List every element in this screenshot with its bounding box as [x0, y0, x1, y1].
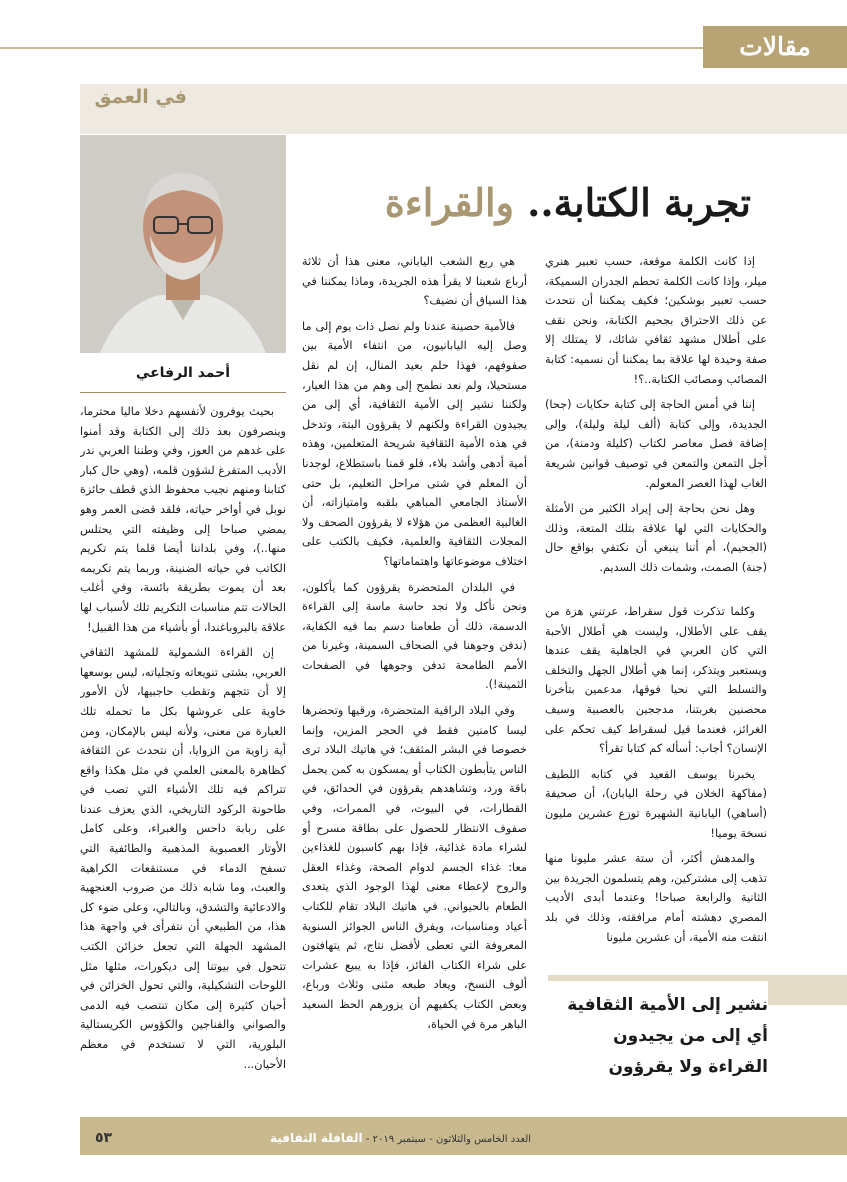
pull-quote-rule	[548, 975, 768, 981]
footer-issue-text: العدد الخامس والثلاثون - سبتمبر ٢٠١٩ -	[365, 1134, 532, 1145]
author-portrait-icon	[80, 135, 286, 353]
paragraph: هي ربع الشعب الياباني، معنى هذا أن ثلاثة أرباع شعبنا لا يقرأ هذه الجريدة، وماذا يمكننا في هذا السياق أن نضيف؟	[302, 255, 527, 308]
title-part-1: تجربة الكتابة..	[527, 180, 751, 225]
paragraph: بحيث يوفرون لأنفسهم دخلا ماليا محترما، وينصرفون بعد ذلك إلى الكتابة وقد أمنوا على غدهم من العوز، وفي وطننا العربي ندر الأديب المتفرغ لشؤون قلمه، (وهي حال كبار كتابنا ومنهم نجيب محفوظ الذي قطف جائزة نوبل في أواخر حياته، فلقد قضى العمر وهو يمضي صباحا إلى وظيفته التي يحتلس منها..)، وفي بلداننا أيضا قلما يتم تكريم الكاتب في حياته الضنينة، وربما يتم تكريمه بعد أن يموت بطريقة بائسة، وفي أغلب الحالات تتم مناسبات التكريم تلك لأسباب لها علاقة بالبروباغندا، أو بأشياء من هذا القبيل!	[80, 405, 286, 634]
author-rule	[80, 392, 286, 393]
pull-quote-accent	[768, 975, 847, 1005]
paragraph: والمدهش أكثر، أن ستة عشر مليونا منها تذهب إلى مشتركين، وهم يتسلمون الجريدة بين الثانية والرابعة صباحا! وعندما أبدى الأديب المصري دهشته أمام مرافقته، وذلك في بلد انتقت منه الأمية، أن عشرين مليونا	[545, 852, 767, 944]
title-part-2: والقراءة	[384, 180, 528, 225]
footer-issue	[270, 1119, 531, 1159]
author-name: أحمد الرفاعي	[135, 365, 231, 381]
paragraph: إذا كانت الكلمة موقعة، حسب تعبير هنري ميلر، وإذا كانت الكلمة تحطم الجدران السميكة، حسب تعبير بوشكين؛ فكيف يمكننا أن نتحدث عن ذلك الاحتراق بجحيم الكتابة، ونحن نقف على أطلال مشهد ثقافي شائك، لا يمتلك إلا صفة وحيدة لها علاقة بما يمكننا أن نسميه: كتابة المصائب ومصائب الكتابة..؟!	[545, 255, 767, 386]
column-middle	[302, 252, 527, 1082]
paragraph: إننا في أمس الحاجة إلى كتابة حكايات (جحا) الجديدة، وإلى كتابة (ألف ليلة وليلة)، وإلى إضافة فصل معاصر لكتاب (كليلة ودمنة)، من أجل التمعن والتمعن في توصيف قوانين شريعة الغاب لهذا العصر المعولم.	[545, 398, 767, 490]
author-photo	[80, 135, 286, 353]
section-tab: مقالات	[703, 26, 847, 68]
header-rule	[0, 47, 703, 49]
column-left	[80, 402, 286, 1082]
paragraph: وفي البلاد الراقية المتحضرة، ورقيها وتحضرها ليسا كامنين فقط في الحجر المزين، وإنما خصوصا في البشر المثقف؛ في هاتيك البلاد ترى الناس يتأبطون الكتاب أو يمسكون به كمن يحمل باقة ورد، وتشاهدهم يقرؤون في الحدائق، في القطارات، في البيوت، في الممرات، وفي صفوف الانتظار للحصول على بطاقة مسرح أو لشراء مادة غذائية، فإذا بهم كاسبون للغذاءين معا: غذاء الجسم لدوام الصحة، وغذاء العقل والروح لإعطاء معنى لهذا الوجود الذي يتعدى الطعام بالحيواني. في هاتيك البلاد تقام للكتاب أعياد ومناسبات، ويفرق الناس الجوائز السنوية المعروفة التي تعطى لأفضل نتاج، ثم يتهافتون على شراء الكتاب الفائز، فإذا به يبيع عشرات ألوف النسخ، ويعاد طبعه مثنى وثلاث ورباع، وبعض الكتاب يكفيهم أن يزورهم الحظ السعيد الباهر مرة في الحياة،	[302, 704, 527, 1031]
column-band	[80, 84, 847, 134]
paragraph: فالأمية حصينة عندنا ولم نصل ذات يوم إلى ما وصل إليه اليابانيون، من انتفاء الأمية بين صفوفهم، فهذا حلم بعيد المنال، إن لم نقل مستحيلا، ولم نعد نطمح إلى وهم من هذا العيار، ولكننا نشير إلى الأمية الثقافية، أي إلى من يجيدون القراءة ولكنهم لا يقرؤون البتة، وتدخل في هذه الأمية الثقافية شريحة المتعلمين، وهذه أمية أدهى وأشد بلاء، فلو قمنا باستطلاع، لوجدنا أن المعلم في شتى مراحل التعليم، بل حتى الأستاذ الجامعي المباهي بلقبه وامتيازاته، أن الغالبية العظمى من هؤلاء لا يقرؤون الصحف ولا المجلات الثقافية والعلمية، فكيف بالكتب على اختلاف موضوعاتها واهتماماتها؟	[302, 319, 527, 568]
paragraph: وهل نحن بحاجة إلى إيراد الكثير من الأمثلة والحكايات التي لها علاقة بتلك المتعة، وذلك (الجحيم)، أم أننا ينبغي أن نكتفي بواقع حال (جنة) الصمت، وشمات ذلك السديم.	[545, 502, 767, 574]
article-title	[385, 180, 751, 225]
column-label: في العمق	[94, 86, 187, 108]
column-right-lower	[545, 602, 767, 962]
page-number: ٥٣	[95, 1130, 113, 1146]
paragraph: في البلدان المتحضرة يقرؤون كما يأكلون، ونحن نأكل ولا نجد حاسة ماسة إلى القراءة الدسمة، ذلك أن طعامنا دسم بما فيه الكفاية، (ندفن وجوهنا في الصحاف السمينة، وغيرنا من الأمم الطامحة تدفن وجوهها في الصفحات الثمينة!).	[302, 580, 527, 692]
paragraph: إن القراءة الشمولية للمشهد الثقافي العربي، بشتى تنويعاته وتجلياته، ليس بوسعها إلا أن تتجهم وتقطب حاجبيها، لأن الأمور خاوية على عروشها بكل ما تحمله تلك العبارة من معنى، ولأنه ليس بالإمكان، ومن أية زاوية من الزوايا، أن نتحدث عن الثقافة كظاهرة بالمعنى العلمي في مثل هكذا واقع تتراكم فيه تلك الأشياء التي تصب في طاحونة الركود التاريخي، الذي يعزف عندنا على ربابة داحس والغبراء، وعلى كامل الأوتار العصبوية المذهبية والطائفية التي تسفح الدماء في مستنقعات الكراهية والعبث، وما شابه ذلك من ضروب العنجهية والادعائية والتشدق، وبالتالي، وعلى ضوء كل هذا، من الطبيعي أن نتفرأى في واجهة هذا المشهد الجهلة التي تجعل خزائن الكتب تتحول في بيوتنا إلى ديكورات، مثلها مثل اللوحات التشكيلية، والتي تحول الخزائن في أحيان كثيرة إلى مكان تنتصب فيه الدمى والصواني والفناجين والكؤوس الكريستالية البلورية، التي لا تستخدم في معظم الأحيان...	[80, 646, 286, 1071]
footer-brand: القافلة الثقافية	[270, 1131, 363, 1145]
pull-quote: نشير إلى الأمية الثقافية أي إلى من يجيدون القراءة ولا يقرؤون	[567, 995, 768, 1077]
paragraph: يخبرنا يوسف القعيد في كتابه اللطيف (مفاكهة الخلان في رحلة اليابان)، أن صحيفة (أساهي) اليابانية الشهيرة توزع عشرين مليون نسخة يوميا!	[545, 767, 767, 840]
paragraph: وكلما تذكرت قول سقراط، عرتني هزة من يقف على الأطلال، وليست هي أطلال الأحبة التي كان العربي في الجاهلية يقف عندها ويستعبر ويتذكر، إنما هي أطلال الجهل والتخلف والتسلط التي نحيا فوقها، مدعمين بتأخرنا محصنين بغربتنا، مدججين بالعصبية وسيف الغرائز، فعندما قيل لسقراط كيف تحكم على الإنسان؟ أجاب: أسأله كم كتابا تقرأ؟	[545, 605, 767, 756]
column-right	[545, 252, 767, 602]
